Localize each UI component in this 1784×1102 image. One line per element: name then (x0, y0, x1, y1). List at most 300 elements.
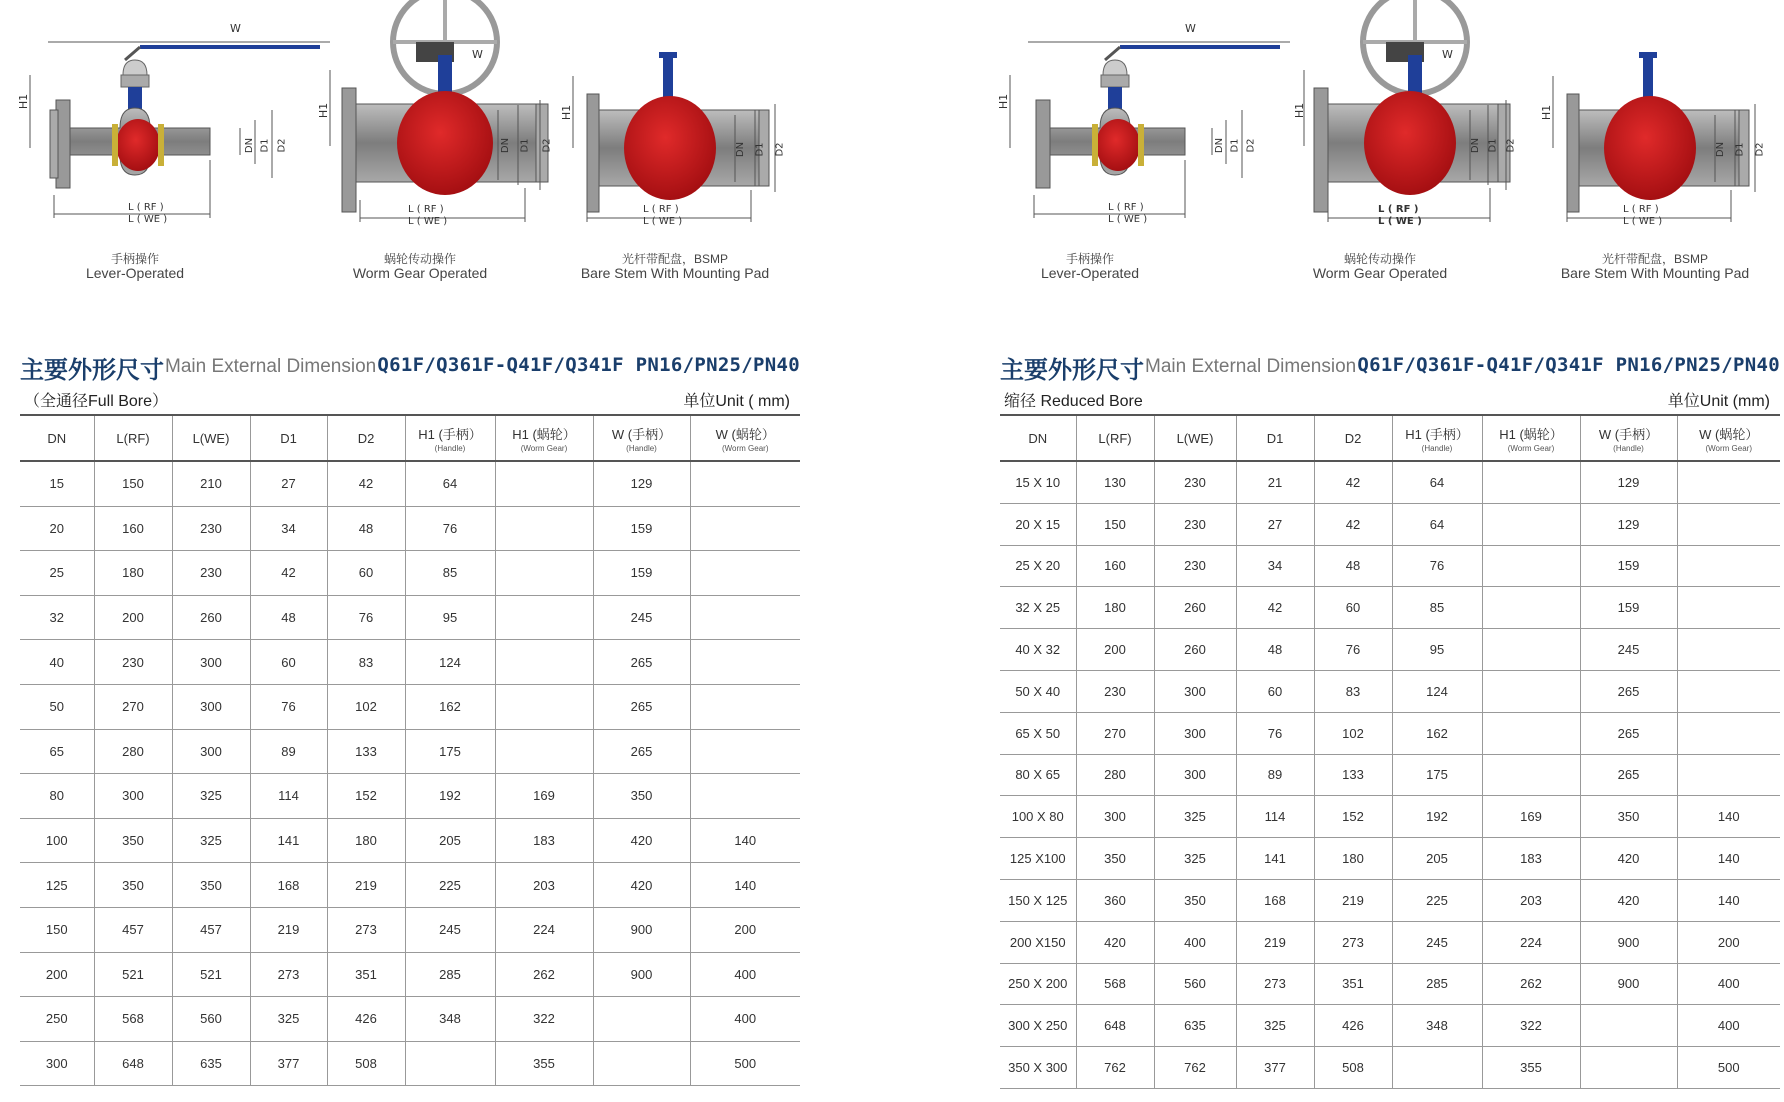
table-cell: 325 (250, 997, 327, 1042)
table-cell (1482, 587, 1580, 629)
table-row (1000, 838, 1780, 880)
column-header (1392, 416, 1482, 461)
table-cell: 48 (1236, 629, 1314, 671)
table-cell: 300 (172, 640, 250, 685)
h1-dim-label: H1 (317, 102, 331, 119)
bare-stem-caption (570, 252, 780, 280)
d1-dim-label: D1 (1487, 138, 1499, 153)
table-cell (1677, 503, 1780, 545)
bare-stem-caption-cn: 光杆带配盘，BSMP (621, 252, 728, 266)
table-row (20, 551, 800, 596)
table-cell: 27 (250, 461, 327, 506)
table-cell: 140 (690, 863, 800, 908)
table-cell: 48 (327, 506, 405, 551)
table-cell (495, 461, 593, 506)
column-header (20, 416, 94, 461)
bare-stem-caption (1550, 252, 1760, 280)
table-cell: 230 (1154, 545, 1236, 587)
table-cell: 360 (1076, 879, 1154, 921)
table-cell: 60 (250, 640, 327, 685)
table-cell (690, 729, 800, 774)
lrf-dim-label: L ( RF ) (128, 202, 164, 213)
table-row (1000, 670, 1780, 712)
table-cell: 245 (1580, 629, 1677, 671)
table-cell: 560 (172, 997, 250, 1042)
table-cell: 64 (1392, 503, 1482, 545)
table-cell: 230 (1154, 503, 1236, 545)
table-cell: 420 (593, 863, 690, 908)
worm-gear-valve-drawing (1300, 0, 1530, 235)
table-cell: 900 (593, 952, 690, 997)
table-cell: 192 (1392, 796, 1482, 838)
table-cell: 260 (172, 595, 250, 640)
table-cell: 273 (1236, 963, 1314, 1005)
table-cell: 400 (1154, 921, 1236, 963)
bore-type: 缩径 Reduced Bore (1004, 393, 1143, 410)
bare-stem-diagram (1540, 0, 1775, 235)
table-row (1000, 1047, 1780, 1089)
lwe-dim-label: L ( WE ) (128, 214, 168, 225)
table-cell: 300 (1154, 712, 1236, 754)
table-cell (1677, 629, 1780, 671)
lever-caption-en: Lever-Operated (1040, 265, 1140, 281)
table-cell: 100 (20, 818, 94, 863)
table-row (1000, 879, 1780, 921)
table-cell (1482, 754, 1580, 796)
bare-stem-diagram (560, 0, 795, 235)
full-bore-dimension-table (20, 416, 800, 1086)
d1-dim-label: D1 (754, 142, 766, 157)
column-header-label: L(WE) (192, 430, 230, 446)
table-cell: 133 (1314, 754, 1392, 796)
column-header-sublabel: (Handle) (626, 443, 657, 453)
table-row (1000, 921, 1780, 963)
table-cell: 568 (94, 997, 172, 1042)
table-cell: 325 (1154, 796, 1236, 838)
table-row (1000, 503, 1780, 545)
bare-stem-valve-drawing (1545, 0, 1775, 235)
table-cell: 203 (1482, 879, 1580, 921)
full-bore-panel (0, 0, 880, 1102)
column-header (593, 416, 690, 461)
table-cell: 260 (1154, 587, 1236, 629)
table-row (20, 729, 800, 774)
table-cell: 169 (495, 774, 593, 819)
table-cell: 159 (593, 506, 690, 551)
table-cell: 762 (1076, 1047, 1154, 1089)
table-cell: 100 X 80 (1000, 796, 1076, 838)
lever-valve-drawing (10, 0, 330, 235)
table-row (20, 774, 800, 819)
table-cell: 76 (405, 506, 495, 551)
table-cell: 273 (1314, 921, 1392, 963)
table-cell: 260 (1154, 629, 1236, 671)
lever-caption (1015, 252, 1165, 280)
table-cell: 80 (20, 774, 94, 819)
table-cell: 350 (1076, 838, 1154, 880)
column-header-label: D2 (1344, 430, 1362, 446)
table-cell: 162 (405, 684, 495, 729)
table-cell: 141 (250, 818, 327, 863)
d1-dim-label: D1 (519, 138, 531, 153)
dn-dim-label: DN (500, 137, 512, 154)
section-title (20, 350, 800, 384)
title-en: Main External Dimension (1145, 356, 1357, 377)
table-cell (1580, 1005, 1677, 1047)
table-cell: 130 (1076, 461, 1154, 503)
column-header-sublabel: (Handle) (1613, 443, 1644, 453)
table-cell: 48 (1314, 545, 1392, 587)
table-cell: 180 (1076, 587, 1154, 629)
table-cell: 400 (1677, 963, 1780, 1005)
table-cell: 377 (1236, 1047, 1314, 1089)
lever-operated-diagram (10, 0, 330, 235)
column-header (94, 416, 172, 461)
table-row (20, 684, 800, 729)
table-cell: 42 (1314, 461, 1392, 503)
table-cell: 83 (327, 640, 405, 685)
bare-stem-valve-drawing (565, 0, 795, 235)
w-dim-label: W (472, 48, 483, 61)
table-row (20, 1041, 800, 1086)
table-cell (1677, 712, 1780, 754)
table-row (20, 863, 800, 908)
table-cell: 140 (690, 818, 800, 863)
h1-dim-label: H1 (1293, 102, 1307, 119)
table-cell: 265 (1580, 754, 1677, 796)
reduced-bore-dimension-table (1000, 416, 1780, 1089)
d1-dim-label: D1 (259, 138, 271, 153)
column-header-sublabel: (Handle) (1421, 443, 1453, 453)
table-cell: 262 (495, 952, 593, 997)
table-cell (1677, 587, 1780, 629)
table-cell (690, 461, 800, 506)
table-cell: 273 (250, 952, 327, 997)
table-cell: 521 (172, 952, 250, 997)
column-header (1580, 416, 1677, 461)
column-header (1314, 416, 1392, 461)
table-cell (1482, 670, 1580, 712)
table-cell: 76 (250, 684, 327, 729)
table-cell: 245 (593, 595, 690, 640)
column-header (690, 416, 800, 461)
d2-dim-label: D2 (541, 138, 553, 153)
table-cell: 325 (172, 818, 250, 863)
table-cell: 280 (1076, 754, 1154, 796)
table-cell: 250 X 200 (1000, 963, 1076, 1005)
table-cell: 15 (20, 461, 94, 506)
table-cell: 420 (1076, 921, 1154, 963)
w-dim-label: W (1442, 48, 1453, 61)
table-cell: 219 (327, 863, 405, 908)
model-code: Q61F/Q361F-Q41F/Q341F PN16/PN25/PN40 (1357, 354, 1780, 376)
table-cell: 76 (1392, 545, 1482, 587)
table-cell: 230 (172, 551, 250, 596)
lever-valve-drawing (990, 0, 1290, 235)
table-cell (495, 551, 593, 596)
table-cell: 230 (1154, 461, 1236, 503)
table-row (1000, 754, 1780, 796)
column-header (327, 416, 405, 461)
table-cell: 350 (1154, 879, 1236, 921)
table-cell: 245 (405, 907, 495, 952)
table-cell: 80 X 65 (1000, 754, 1076, 796)
table-cell: 129 (1580, 503, 1677, 545)
table-cell: 160 (1076, 545, 1154, 587)
table-cell: 50 X 40 (1000, 670, 1076, 712)
bare-stem-caption-cn: 光杆带配盘，BSMP (1601, 252, 1708, 266)
bare-stem-caption-en: Bare Stem With Mounting Pad (580, 265, 770, 281)
dn-dim-label: DN (1715, 141, 1727, 158)
table-row (1000, 587, 1780, 629)
table-cell: 21 (1236, 461, 1314, 503)
table-cell: 192 (405, 774, 495, 819)
table-cell: 265 (593, 684, 690, 729)
table-cell: 65 (20, 729, 94, 774)
table-cell: 348 (405, 997, 495, 1042)
lwe-dim-label: L ( WE ) (1623, 216, 1663, 227)
column-header-label: W (蜗轮） (715, 426, 775, 442)
lrf-dim-label: L ( RF ) (1108, 202, 1144, 213)
table-cell: 125 X100 (1000, 838, 1076, 880)
table-cell (495, 684, 593, 729)
table-cell: 124 (405, 640, 495, 685)
table-cell: 32 (20, 595, 94, 640)
table-cell: 180 (1314, 838, 1392, 880)
table-cell: 285 (405, 952, 495, 997)
worm-gear-caption-cn: 蜗轮传动操作 (383, 252, 456, 266)
table-cell: 521 (94, 952, 172, 997)
table-row (20, 818, 800, 863)
lrf-dim-label: L ( RF ) (1623, 204, 1659, 215)
table-cell: 350 (593, 774, 690, 819)
unit-label: 单位Unit (mm) (1667, 393, 1770, 410)
table-cell: 150 (1076, 503, 1154, 545)
table-cell: 648 (94, 1041, 172, 1086)
worm-gear-caption (335, 252, 505, 280)
table-cell: 85 (1392, 587, 1482, 629)
table-cell: 300 (94, 774, 172, 819)
table-row (1000, 963, 1780, 1005)
lrf-dim-label: L ( RF ) (408, 204, 444, 215)
table-cell: 160 (94, 506, 172, 551)
model-code: Q61F/Q361F-Q41F/Q341F PN16/PN25/PN40 (377, 354, 800, 376)
column-header-sublabel: (Worm Gear) (721, 443, 769, 453)
lrf-dim-label: L ( RF ) (1378, 204, 1419, 215)
table-cell: 300 (1154, 754, 1236, 796)
table-cell: 169 (1482, 796, 1580, 838)
lrf-dim-label: L ( RF ) (643, 204, 679, 215)
dn-dim-label: DN (244, 137, 256, 154)
table-cell: 60 (327, 551, 405, 596)
table-cell: 40 X 32 (1000, 629, 1076, 671)
table-cell: 500 (690, 1041, 800, 1086)
table-cell: 76 (327, 595, 405, 640)
table-cell: 175 (405, 729, 495, 774)
table-cell: 159 (593, 551, 690, 596)
table-cell: 762 (1154, 1047, 1236, 1089)
table-cell: 210 (172, 461, 250, 506)
title-cn: 主要外形尺寸 (1000, 356, 1144, 384)
table-cell: 159 (1580, 587, 1677, 629)
worm-gear-diagram (1293, 0, 1530, 235)
table-cell: 322 (1482, 1005, 1580, 1047)
table-cell: 355 (495, 1041, 593, 1086)
bore-type: （全通径Full Bore） (24, 393, 169, 410)
table-cell: 183 (1482, 838, 1580, 880)
table-cell: 225 (405, 863, 495, 908)
table-cell: 265 (1580, 712, 1677, 754)
table-cell: 200 (1677, 921, 1780, 963)
table-cell: 34 (1236, 545, 1314, 587)
table-cell: 230 (94, 640, 172, 685)
table-cell: 85 (405, 551, 495, 596)
lever-operated-diagram (990, 0, 1290, 235)
column-header-sublabel: (Worm Gear) (1507, 443, 1555, 453)
table-cell: 225 (1392, 879, 1482, 921)
table-cell: 48 (250, 595, 327, 640)
table-cell: 351 (327, 952, 405, 997)
table-cell: 64 (1392, 461, 1482, 503)
table-cell: 457 (94, 907, 172, 952)
table-cell: 900 (1580, 963, 1677, 1005)
table-cell (1482, 629, 1580, 671)
table-cell: 508 (327, 1041, 405, 1086)
table-cell: 400 (690, 952, 800, 997)
table-cell: 270 (94, 684, 172, 729)
title-cn: 主要外形尺寸 (20, 356, 164, 384)
table-cell (495, 595, 593, 640)
table-cell: 60 (1236, 670, 1314, 712)
table-cell: 34 (250, 506, 327, 551)
table-cell: 300 (1154, 670, 1236, 712)
table-cell: 200 (690, 907, 800, 952)
table-cell: 200 (94, 595, 172, 640)
table-cell (593, 1041, 690, 1086)
lever-caption (60, 252, 210, 280)
d2-dim-label: D2 (774, 142, 786, 157)
table-cell: 180 (94, 551, 172, 596)
column-header (1482, 416, 1580, 461)
table-cell: 400 (690, 997, 800, 1042)
table-cell: 114 (1236, 796, 1314, 838)
table-cell: 125 (20, 863, 94, 908)
column-header-label: W (手柄） (1598, 426, 1659, 442)
table-cell: 270 (1076, 712, 1154, 754)
w-dim-label: W (1185, 22, 1196, 35)
table-cell: 648 (1076, 1005, 1154, 1047)
table-cell: 175 (1392, 754, 1482, 796)
column-header-label: H1 (蜗轮） (512, 426, 576, 442)
lwe-dim-label: L ( WE ) (408, 216, 448, 227)
table-cell: 219 (250, 907, 327, 952)
column-header-label: D1 (280, 430, 297, 446)
table-cell: 377 (250, 1041, 327, 1086)
h1-dim-label: H1 (1540, 104, 1554, 121)
table-subheader (20, 384, 800, 416)
worm-gear-caption-cn: 蜗轮传动操作 (1343, 252, 1416, 266)
table-cell: 500 (1677, 1047, 1780, 1089)
table-cell: 426 (327, 997, 405, 1042)
table-cell: 27 (1236, 503, 1314, 545)
dn-dim-label: DN (1214, 137, 1226, 154)
h1-dim-label: H1 (560, 104, 574, 121)
d2-dim-label: D2 (276, 138, 288, 153)
table-cell: 42 (327, 461, 405, 506)
table-cell: 76 (1314, 629, 1392, 671)
column-header-sublabel: (Worm Gear) (520, 443, 568, 453)
d1-dim-label: D1 (1734, 142, 1746, 157)
table-cell: 152 (1314, 796, 1392, 838)
table-cell: 162 (1392, 712, 1482, 754)
dn-dim-label: DN (735, 141, 747, 158)
column-header (1677, 416, 1780, 461)
table-cell: 420 (1580, 838, 1677, 880)
table-cell (1482, 503, 1580, 545)
table-cell: 230 (1076, 670, 1154, 712)
column-header (1236, 416, 1314, 461)
table-cell: 168 (250, 863, 327, 908)
table-cell: 300 (172, 684, 250, 729)
table-cell (690, 506, 800, 551)
table-cell: 150 (20, 907, 94, 952)
unit-label: 单位Unit ( mm) (683, 393, 790, 410)
table-row (1000, 629, 1780, 671)
table-cell: 200 (20, 952, 94, 997)
table-cell: 400 (1677, 1005, 1780, 1047)
table-cell: 114 (250, 774, 327, 819)
column-header (250, 416, 327, 461)
table-row (1000, 545, 1780, 587)
header-row (1000, 416, 1780, 461)
table-cell (690, 551, 800, 596)
table-cell (1677, 461, 1780, 503)
table-cell: 420 (1580, 879, 1677, 921)
lever-caption-cn: 手柄操作 (110, 252, 159, 266)
table-cell: 900 (1580, 921, 1677, 963)
column-header-label: L(RF) (116, 430, 150, 446)
column-header (1076, 416, 1154, 461)
worm-gear-diagram (317, 0, 560, 235)
table-cell: 102 (327, 684, 405, 729)
table-cell (1677, 670, 1780, 712)
table-cell: 350 (94, 863, 172, 908)
table-cell: 89 (1236, 754, 1314, 796)
bare-stem-caption-en: Bare Stem With Mounting Pad (1560, 265, 1750, 281)
table-row (1000, 712, 1780, 754)
table-cell: 20 X 15 (1000, 503, 1076, 545)
column-header-label: W (手柄） (611, 426, 672, 442)
table-cell: 265 (1580, 670, 1677, 712)
column-header (1154, 416, 1236, 461)
table-cell: 350 (172, 863, 250, 908)
h1-dim-label: H1 (17, 93, 31, 110)
table-cell: 124 (1392, 670, 1482, 712)
column-header (495, 416, 593, 461)
table-cell: 50 (20, 684, 94, 729)
column-header-label: DN (47, 430, 67, 446)
table-cell: 262 (1482, 963, 1580, 1005)
table-cell: 300 (1076, 796, 1154, 838)
table-cell: 83 (1314, 670, 1392, 712)
table-cell (1392, 1047, 1482, 1089)
table-cell: 32 X 25 (1000, 587, 1076, 629)
table-cell: 230 (172, 506, 250, 551)
table-cell (1482, 545, 1580, 587)
table-cell: 325 (172, 774, 250, 819)
table-cell: 65 X 50 (1000, 712, 1076, 754)
lever-caption-cn: 手柄操作 (1065, 252, 1114, 266)
